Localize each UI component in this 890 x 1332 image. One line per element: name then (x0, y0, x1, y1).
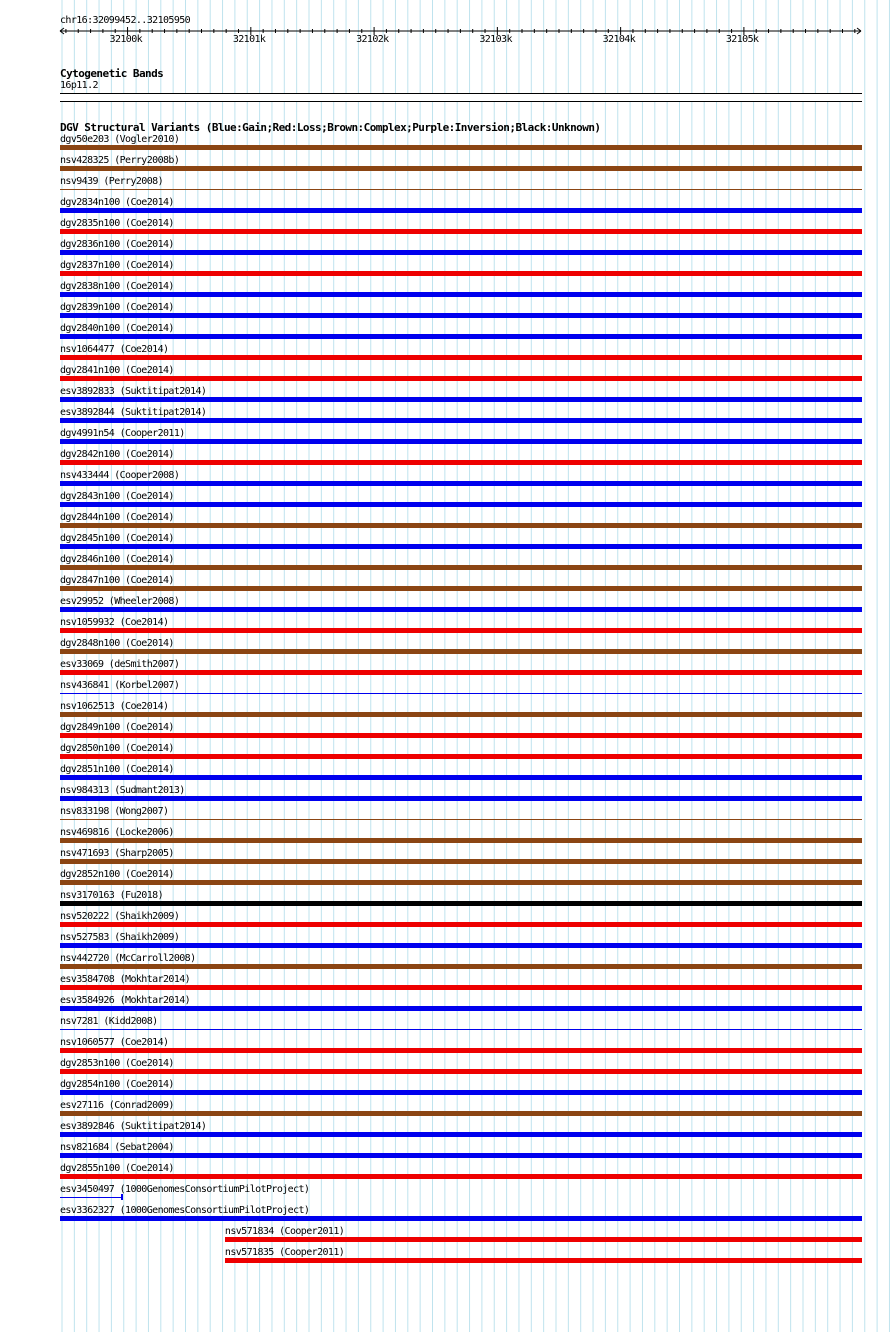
variant-label[interactable]: dgv4991n54 (Cooper2011) (60, 428, 185, 439)
variant-bar[interactable] (60, 292, 862, 297)
variant-label[interactable]: dgv2847n100 (Coe2014) (60, 575, 174, 586)
variant-label[interactable]: dgv2838n100 (Coe2014) (60, 281, 174, 292)
variant-label[interactable]: esv3362327 (1000GenomesConsortiumPilotProject) (60, 1205, 310, 1216)
variant-bar[interactable] (60, 145, 862, 150)
variant-bar[interactable] (60, 208, 862, 213)
variant-bar[interactable] (60, 1132, 862, 1137)
variant-label[interactable]: nsv9439 (Perry2008) (60, 176, 163, 187)
variant-bar[interactable] (60, 733, 862, 738)
variant-label[interactable]: nsv833198 (Wong2007) (60, 806, 169, 817)
variant-bar[interactable] (60, 313, 862, 318)
variant-bar[interactable] (60, 376, 862, 381)
variant-label[interactable]: nsv433444 (Cooper2008) (60, 470, 180, 481)
variant-label[interactable]: esv3892844 (Suktitipat2014) (60, 407, 207, 418)
variant-bar[interactable] (60, 397, 862, 402)
variant-bar[interactable] (60, 628, 862, 633)
variant-label[interactable]: dgv2844n100 (Coe2014) (60, 512, 174, 523)
variant-bar[interactable] (60, 754, 862, 759)
variant-label[interactable]: nsv1064477 (Coe2014) (60, 344, 169, 355)
cytoband-label[interactable]: 16p11.2 (60, 80, 98, 91)
variant-label[interactable]: dgv2843n100 (Coe2014) (60, 491, 174, 502)
variant-label[interactable]: esv29952 (Wheeler2008) (60, 596, 180, 607)
variant-bar[interactable] (60, 796, 862, 801)
variant-label[interactable]: esv3450497 (1000GenomesConsortiumPilotProject) (60, 1184, 310, 1195)
variant-label[interactable]: nsv1059932 (Coe2014) (60, 617, 169, 628)
variant-label[interactable]: dgv2848n100 (Coe2014) (60, 638, 174, 649)
variant-bar[interactable] (60, 901, 862, 906)
base-position-ruler (0, 0, 890, 60)
variant-bar[interactable] (60, 819, 862, 820)
variant-bar[interactable] (60, 355, 862, 360)
variant-label[interactable]: nsv442720 (McCarroll2008) (60, 953, 196, 964)
variant-bar[interactable] (60, 838, 862, 843)
variant-label[interactable]: dgv2846n100 (Coe2014) (60, 554, 174, 565)
variant-bar[interactable] (60, 943, 862, 948)
variant-label[interactable]: dgv2845n100 (Coe2014) (60, 533, 174, 544)
variant-bar[interactable] (60, 775, 862, 780)
variant-label[interactable]: nsv984313 (Sudmant2013) (60, 785, 185, 796)
variant-label[interactable]: nsv571834 (Cooper2011) (224, 1226, 345, 1237)
variant-bar[interactable] (60, 481, 862, 486)
variant-label[interactable]: dgv2840n100 (Coe2014) (60, 323, 174, 334)
variant-label[interactable]: nsv471693 (Sharp2005) (60, 848, 174, 859)
variant-label[interactable]: dgv2842n100 (Coe2014) (60, 449, 174, 460)
ruler-tick-label: 32105k (725, 34, 759, 45)
variant-bar[interactable] (60, 334, 862, 339)
variant-bar[interactable] (60, 649, 862, 654)
variant-label[interactable]: nsv436841 (Korbel2007) (60, 680, 180, 691)
variant-bar[interactable] (60, 1069, 862, 1074)
variant-bar[interactable] (60, 229, 862, 234)
variant-label[interactable]: dgv2841n100 (Coe2014) (60, 365, 174, 376)
variant-label[interactable]: esv3584926 (Mokhtar2014) (60, 995, 191, 1006)
variant-bar[interactable] (60, 1111, 862, 1116)
variant-label[interactable]: dgv2852n100 (Coe2014) (60, 869, 174, 880)
variant-label[interactable]: dgv2853n100 (Coe2014) (60, 1058, 174, 1069)
cytoband-band[interactable] (60, 93, 862, 102)
variant-bar[interactable] (60, 1197, 123, 1198)
variant-bar[interactable] (60, 1006, 862, 1011)
variant-bar[interactable] (60, 502, 862, 507)
variant-bar[interactable] (60, 1090, 862, 1095)
variant-bar[interactable] (60, 985, 862, 990)
variant-label[interactable]: dgv2836n100 (Coe2014) (60, 239, 174, 250)
variant-label[interactable]: dgv2855n100 (Coe2014) (60, 1163, 174, 1174)
variant-bar[interactable] (60, 859, 862, 864)
variant-label[interactable]: nsv1060577 (Coe2014) (60, 1037, 169, 1048)
variant-bar[interactable] (60, 607, 862, 612)
variant-bar[interactable] (60, 1048, 862, 1053)
cytoband-track-title[interactable]: Cytogenetic Bands (60, 67, 164, 80)
dgv-track-title[interactable]: DGV Structural Variants (Blue:Gain;Red:Loss;Brown:Complex;Purple:Inversion;Black:Unknown) (60, 121, 601, 134)
variant-label[interactable]: nsv527583 (Shaikh2009) (60, 932, 180, 943)
variant-label[interactable]: esv3892846 (Suktitipat2014) (60, 1121, 207, 1132)
variant-bar[interactable] (60, 670, 862, 675)
ruler-position: chr16:32099452..32105950 (60, 15, 191, 26)
ruler-tick-label: 32101k (232, 34, 266, 45)
variant-label[interactable]: esv3892833 (Suktitipat2014) (60, 386, 207, 397)
variant-label[interactable]: dgv2837n100 (Coe2014) (60, 260, 174, 271)
variant-bar[interactable] (225, 1258, 862, 1263)
variant-label[interactable]: nsv428325 (Perry2008b) (60, 155, 180, 166)
variant-bar[interactable] (60, 250, 862, 255)
ruler-tick-label: 32103k (479, 34, 512, 45)
variant-bar[interactable] (60, 1153, 862, 1158)
ruler-tick-label: 32102k (356, 34, 389, 45)
variant-label[interactable]: dgv2835n100 (Coe2014) (60, 218, 174, 229)
variant-bar[interactable] (225, 1237, 862, 1242)
variant-label[interactable]: dgv50e203 (Vogler2010) (60, 134, 180, 145)
variant-label[interactable]: nsv7281 (Kidd2008) (60, 1016, 158, 1027)
variant-bar[interactable] (60, 460, 862, 465)
variant-bar[interactable] (60, 189, 862, 190)
variant-label[interactable]: dgv2854n100 (Coe2014) (60, 1079, 174, 1090)
variant-bar[interactable] (60, 693, 862, 694)
variant-bar[interactable] (60, 271, 862, 276)
variant-bar[interactable] (60, 712, 862, 717)
variant-bar[interactable] (60, 880, 862, 885)
variant-bar[interactable] (60, 922, 862, 927)
variant-label[interactable]: nsv1062513 (Coe2014) (60, 701, 169, 712)
variant-label[interactable]: dgv2839n100 (Coe2014) (60, 302, 174, 313)
ruler-tick-label: 32100k (109, 34, 143, 45)
variant-bar[interactable] (60, 1216, 862, 1221)
variant-label[interactable]: nsv520222 (Shaikh2009) (60, 911, 180, 922)
variant-bar[interactable] (60, 418, 862, 423)
variant-bar[interactable] (60, 523, 862, 528)
variant-label[interactable]: dgv2850n100 (Coe2014) (60, 743, 174, 754)
variant-bar[interactable] (60, 1174, 862, 1179)
variant-bar[interactable] (60, 166, 862, 171)
variant-label[interactable]: nsv821684 (Sebat2004) (60, 1142, 174, 1153)
ruler-tick-label: 32104k (602, 34, 636, 45)
variant-label[interactable]: esv3584708 (Mokhtar2014) (60, 974, 191, 985)
variant-label[interactable]: dgv2851n100 (Coe2014) (60, 764, 174, 775)
variant-label[interactable]: nsv571835 (Cooper2011) (224, 1247, 345, 1258)
variant-label[interactable]: esv27116 (Conrad2009) (60, 1100, 174, 1111)
variant-bar[interactable] (60, 439, 862, 444)
variant-bar[interactable] (60, 1029, 862, 1030)
variant-bar[interactable] (60, 544, 862, 549)
variant-label[interactable]: dgv2834n100 (Coe2014) (60, 197, 174, 208)
variant-label[interactable]: esv33069 (deSmith2007) (60, 659, 180, 670)
variant-label[interactable]: dgv2849n100 (Coe2014) (60, 722, 174, 733)
variant-bar[interactable] (60, 586, 862, 591)
variant-bar[interactable] (60, 565, 862, 570)
variant-label[interactable]: nsv469816 (Locke2006) (60, 827, 174, 838)
variant-bar[interactable] (60, 964, 862, 969)
variant-label[interactable]: nsv3170163 (Fu2018) (60, 890, 163, 901)
